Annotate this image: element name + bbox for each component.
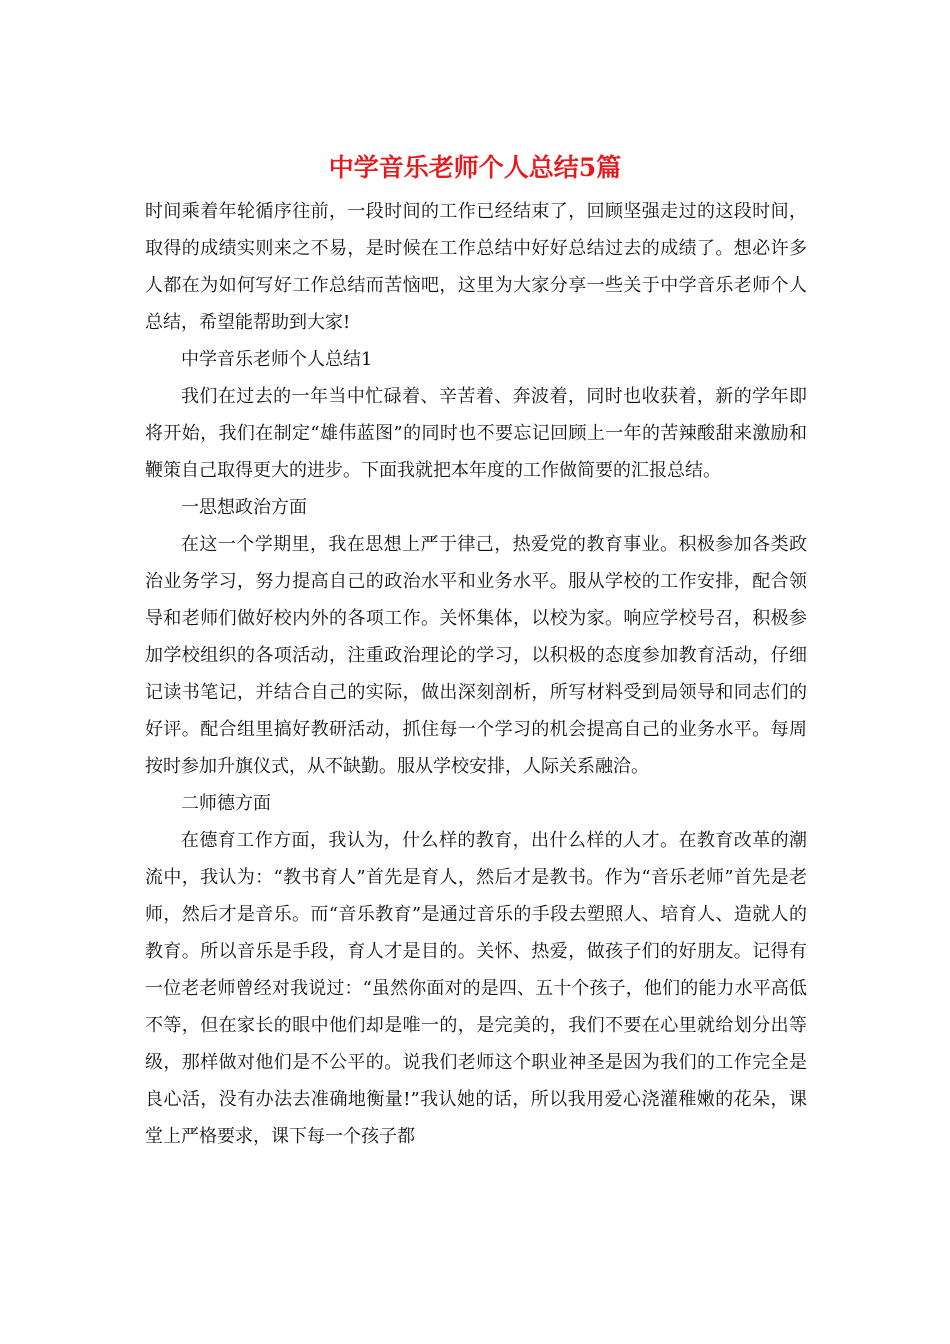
section-1-heading: 中学音乐老师个人总结1: [181, 349, 373, 370]
section-1-paragraph: 我们在过去的一年当中忙碌着、辛苦着、奔波着，同时也收获着，新的学年即将开始，我们在制定“雄伟蓝图”的同时也不要忘记回顾上一年的苦辣酸甜来激励和鞭策自己取得更大的进步。下面我就把本年度的工作做简要的汇报总结。: [145, 386, 807, 481]
subsection-2-paragraph: 在德育工作方面，我认为，什么样的教育，出什么样的人才。在教育改革的潮流中，我认为：“教书育人”首先是育人，然后才是教书。作为“音乐老师”首先是老师，然后才是音乐。而“音乐教育”是通过音乐的手段去塑照人、培育人、造就人的教育。所以音乐是手段，育人才是目的。关怀、热爱，做孩子们的好朋友。记得有一位老老师曾经对我说过：“虽然你面对的是四、五十个孩子，他们的能力水平高低不等，但在家长的眼中他们却是唯一的，是完美的，我们不要在心里就给划分出等级，那样做对他们是不公平的。说我们老师这个职业神圣是因为我们的工作完全是良心活，没有办法去准确地衡量!”我认她的话，所以我用爱心浇灌稚嫩的花朵，课堂上严格要求，课下每一个孩子都: [145, 830, 807, 1147]
document-title: 中学音乐老师个人总结5篇: [328, 153, 622, 182]
intro-paragraph: 时间乘着年轮循序往前，一段时间的工作已经结束了，回顾坚强走过的这段时间，取得的成绩实则来之不易，是时候在工作总结中好好总结过去的成绩了。想必许多人都在为如何写好工作总结而苦恼吧，这里为大家分享一些关于中学音乐老师个人总结，希望能帮助到大家!: [145, 201, 807, 333]
document-body: [145, 193, 807, 1155]
subsection-1-paragraph: 在这一个学期里，我在思想上严于律己，热爱党的教育事业。积极参加各类政治业务学习，努力提高自己的政治水平和业务水平。服从学校的工作安排，配合领导和老师们做好校内外的各项工作。关怀集体，以校为家。响应学校号召，积极参加学校组织的各项活动，注重政治理论的学习，以积极的态度参加教育活动，仔细记读书笔记，并结合自己的实际，做出深刻剖析，所写材料受到局领导和同志们的好评。配合组里搞好教研活动，抓住每一个学习的机会提高自己的业务水平。每周按时参加升旗仪式，从不缺勤。服从学校安排，人际关系融洽。: [145, 534, 807, 777]
subsection-2-heading: 二师德方面: [181, 793, 271, 814]
subsection-1-heading: 一思想政治方面: [181, 497, 307, 518]
